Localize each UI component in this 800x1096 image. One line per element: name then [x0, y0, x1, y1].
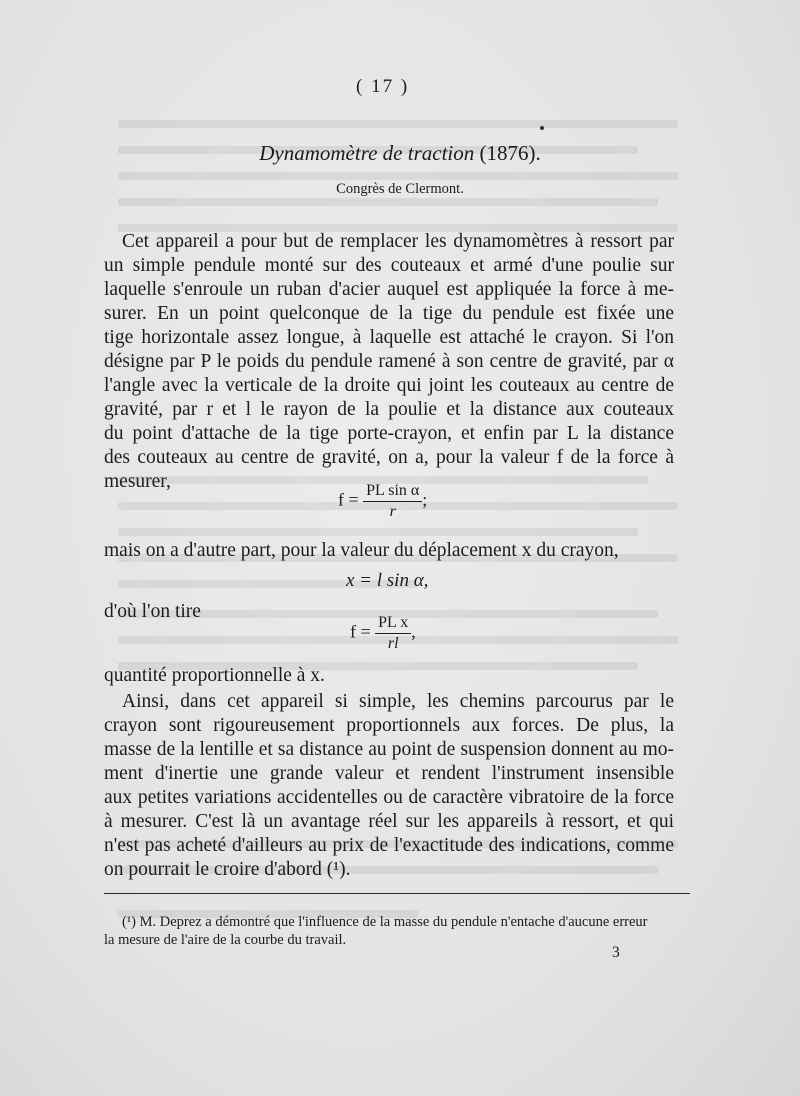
formula-fraction — [375, 614, 411, 653]
paragraph-line: crayon sont rigoureusement proportionnels aux forces. De plus, la — [104, 715, 674, 736]
paragraph-line: laquelle s'enroule un ruban d'acier auquel est appliquée la force à me- — [104, 279, 674, 300]
paragraph-line: mais on a d'autre part, pour la valeur du déplacement x du crayon, — [104, 540, 619, 561]
paragraph-line: du point d'attache de la tige porte-crayon, et enfin par L la distance — [104, 423, 674, 444]
formula-numerator: PL sin α — [363, 482, 422, 502]
formula-lhs: f = — [338, 489, 359, 510]
paragraph-line: n'est pas acheté d'ailleurs au prix de l'exactitude des indications, comme — [104, 835, 674, 856]
paragraph-line: gravité, par r et l le rayon de la poulie et la distance aux couteaux — [104, 399, 674, 420]
paragraph-line: à mesurer. C'est là un avantage réel sur les appareils à ressort, et qui — [104, 811, 674, 832]
formula-result — [350, 614, 416, 653]
formula-force — [338, 482, 427, 521]
paragraph-line: d'où l'on tire — [104, 601, 201, 622]
title-year: (1876). — [474, 141, 541, 165]
section-subtitle: Congrès de Clermont. — [336, 181, 464, 197]
footnote-line: (¹) M. Deprez a démontré que l'influence de la masse du pendule n'entache d'aucune erreur — [122, 914, 648, 930]
formula-numerator: PL x — [375, 614, 411, 634]
formula-displacement: x = l sin α, — [346, 570, 429, 591]
paragraph-line: l'angle avec la verticale de la droite qui joint les couteaux au centre de — [104, 375, 674, 396]
page-number: ( 17 ) — [356, 76, 410, 97]
section-title — [100, 141, 700, 166]
paragraph-line: on pourrait le croire d'abord (¹). — [104, 859, 351, 880]
formula-fraction — [363, 482, 422, 521]
paragraph-line: masse de la lentille et sa distance au point de suspension donnent au mo- — [104, 739, 674, 760]
formula-denominator: rl — [387, 635, 399, 652]
paragraph-line: quantité proportionnelle à x. — [104, 665, 325, 686]
paragraph-line: surer. En un point quelconque de la tige du pendule est fixée une — [104, 303, 674, 324]
formula-denominator: r — [389, 503, 396, 520]
paragraph-line: un simple pendule monté sur des couteaux et armé d'une poulie sur — [104, 255, 674, 276]
signature-mark: 3 — [612, 944, 620, 961]
paragraph-line: mesurer, — [104, 471, 171, 492]
paragraph-line: tige horizontale assez longue, à laquelle est attaché le crayon. Si l'on — [104, 327, 674, 348]
formula-lhs: f = — [350, 621, 371, 642]
formula-trail: , — [411, 621, 416, 642]
paragraph-line: aux petites variations accidentelles ou de caractère vibratoire de la force — [104, 787, 674, 808]
paragraph-line: des couteaux au centre de gravité, on a, pour la valeur f de la force à — [104, 447, 674, 468]
formula-trail: ; — [422, 489, 428, 510]
title-text: Dynamomètre de traction — [259, 141, 475, 165]
ink-dot — [540, 126, 544, 130]
footnote-line: la mesure de l'aire de la courbe du travail. — [104, 932, 347, 948]
paragraph-line: désigne par P le poids du pendule ramené à son centre de gravité, par α — [104, 351, 674, 372]
paragraph-line: Ainsi, dans cet appareil si simple, les chemins parcourus par le — [122, 691, 674, 712]
paragraph-line: Cet appareil a pour but de remplacer les dynamomètres à ressort par — [122, 231, 674, 252]
footnote-divider — [104, 893, 690, 894]
paragraph-line: ment d'inertie une grande valeur et rendent l'instrument insensible — [104, 763, 674, 784]
